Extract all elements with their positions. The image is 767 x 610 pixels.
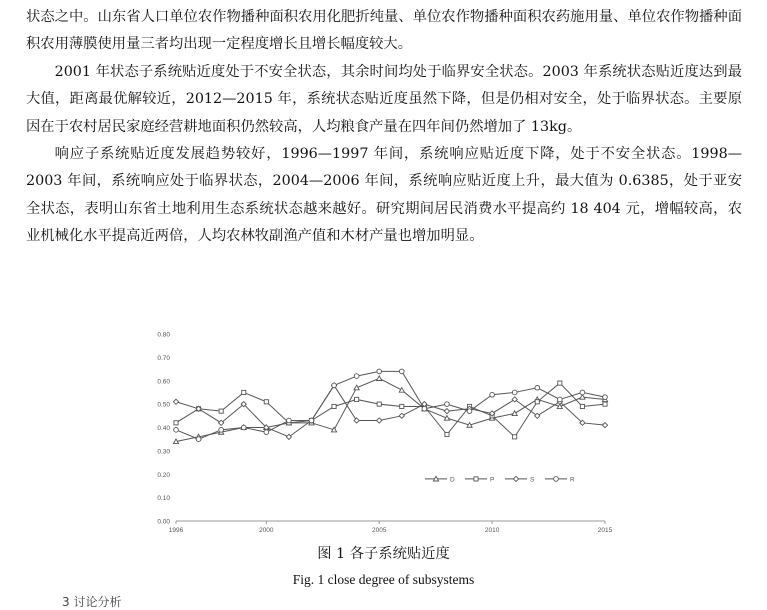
y-tick-label: 0.50 [157, 401, 170, 409]
data-point [444, 409, 449, 414]
data-point [196, 437, 201, 442]
data-point [602, 423, 607, 428]
data-point [558, 381, 562, 385]
data-point [241, 425, 246, 430]
data-point [535, 400, 539, 404]
data-point [580, 404, 584, 408]
data-point [474, 477, 478, 481]
data-point [399, 413, 404, 418]
data-point [354, 418, 359, 423]
legend-label: P [490, 476, 495, 484]
data-point [512, 411, 517, 416]
data-point [512, 390, 517, 395]
figure-caption-en: Fig. 1 close degree of subsystems [292, 572, 475, 587]
data-point [173, 399, 178, 404]
data-point [445, 402, 450, 407]
chart-series [173, 369, 607, 444]
data-point [558, 397, 563, 402]
series-S [173, 383, 607, 440]
data-point [445, 432, 449, 436]
data-point [422, 406, 427, 411]
data-point [554, 477, 559, 482]
data-point [377, 369, 382, 374]
y-tick-label: 0.80 [157, 331, 170, 339]
data-point [400, 404, 404, 408]
y-tick-label: 0.40 [157, 425, 170, 432]
data-point [287, 418, 292, 423]
data-point [309, 418, 314, 423]
x-tick-label: 1996 [168, 527, 184, 534]
data-point [174, 427, 179, 432]
data-point [580, 390, 585, 395]
legend-item [425, 476, 455, 483]
data-point [219, 409, 223, 413]
data-point [377, 402, 381, 406]
x-tick-label: 2015 [597, 527, 613, 534]
data-point [399, 369, 404, 374]
series-line [176, 385, 605, 436]
data-point [242, 390, 246, 394]
legend-item [505, 476, 535, 483]
legend-label: R [570, 476, 575, 484]
series-D [173, 376, 607, 444]
data-point [513, 476, 518, 481]
x-tick-label: 2005 [371, 527, 387, 534]
data-point [264, 430, 269, 435]
series-P [174, 381, 607, 439]
x-tick-label: 2010 [484, 527, 500, 534]
data-point [513, 435, 517, 439]
series-line [176, 383, 605, 437]
data-point [603, 395, 608, 400]
data-point [332, 383, 337, 388]
legend-item [545, 476, 575, 483]
y-tick-label: 0.20 [157, 471, 170, 479]
data-point [377, 376, 382, 381]
data-point [399, 388, 404, 393]
data-point [174, 421, 178, 425]
body-text [26, 4, 742, 251]
data-point [377, 418, 382, 423]
data-point [354, 374, 359, 379]
paragraph: 2001 年状态子系统贴近度处于不安全状态，其余时间均处于临界安全状态。2003 年系统状态贴近度达到最大值，距离最优解较近，2012—2015 年，系统状态贴近度虽然下降，但是仍相对安全，处于临界状态。主要原因在于农村居民家庭经营耕地面积仍然较高，人均粮食产量在四年间仍然增加了 13kg。 [26, 63, 742, 135]
figure-caption-cn: 图 1 各子系统贴近度 [317, 546, 450, 562]
y-tick-label: 0.70 [157, 354, 170, 362]
data-point [264, 400, 268, 404]
data-point [490, 392, 495, 397]
data-point [603, 402, 607, 406]
data-point [332, 404, 336, 408]
data-point [535, 385, 540, 390]
legend-label: S [530, 476, 535, 484]
data-point [467, 409, 472, 414]
legend-item [465, 476, 494, 483]
y-tick-label: 0.00 [157, 518, 170, 526]
next-heading-fragment: 3 讨论分析 [62, 595, 122, 609]
chart-axes [157, 332, 612, 535]
data-point [355, 397, 359, 401]
y-tick-label: 0.60 [157, 378, 170, 386]
paragraph: 状态之中。山东省人口单位农作物播种面积农用化肥折纯量、单位农作物播种面积农药施用量、单位农作物播种面积农用薄膜使用量三者均出现一定程度增长且增长幅度较大。 [26, 9, 742, 53]
data-point [219, 427, 224, 432]
x-tick-label: 2000 [259, 527, 274, 534]
series-line [176, 378, 605, 441]
legend-label: D [450, 476, 455, 484]
y-tick-label: 0.30 [157, 448, 170, 456]
y-tick-label: 0.10 [157, 495, 170, 503]
paragraph: 响应子系统贴近度发展趋势较好，1996—1997 年间，系统响应贴近度下降，处于不安全状态。1998—2003 年间，系统响应处于临界状态，2004—2006 年间，系统响应贴近度上升，最大值为 0.6385，处于亚安全状态，表明山东省土地利用生态系统状态越来越好。研究期间居民消费水平提高约 18 404 元，增幅较高，农业机械化水平提高近两倍，人均农林牧副渔产值和木材产量也增加明显。 [26, 146, 742, 245]
chart-legend [425, 476, 575, 483]
line-chart [140, 326, 620, 541]
